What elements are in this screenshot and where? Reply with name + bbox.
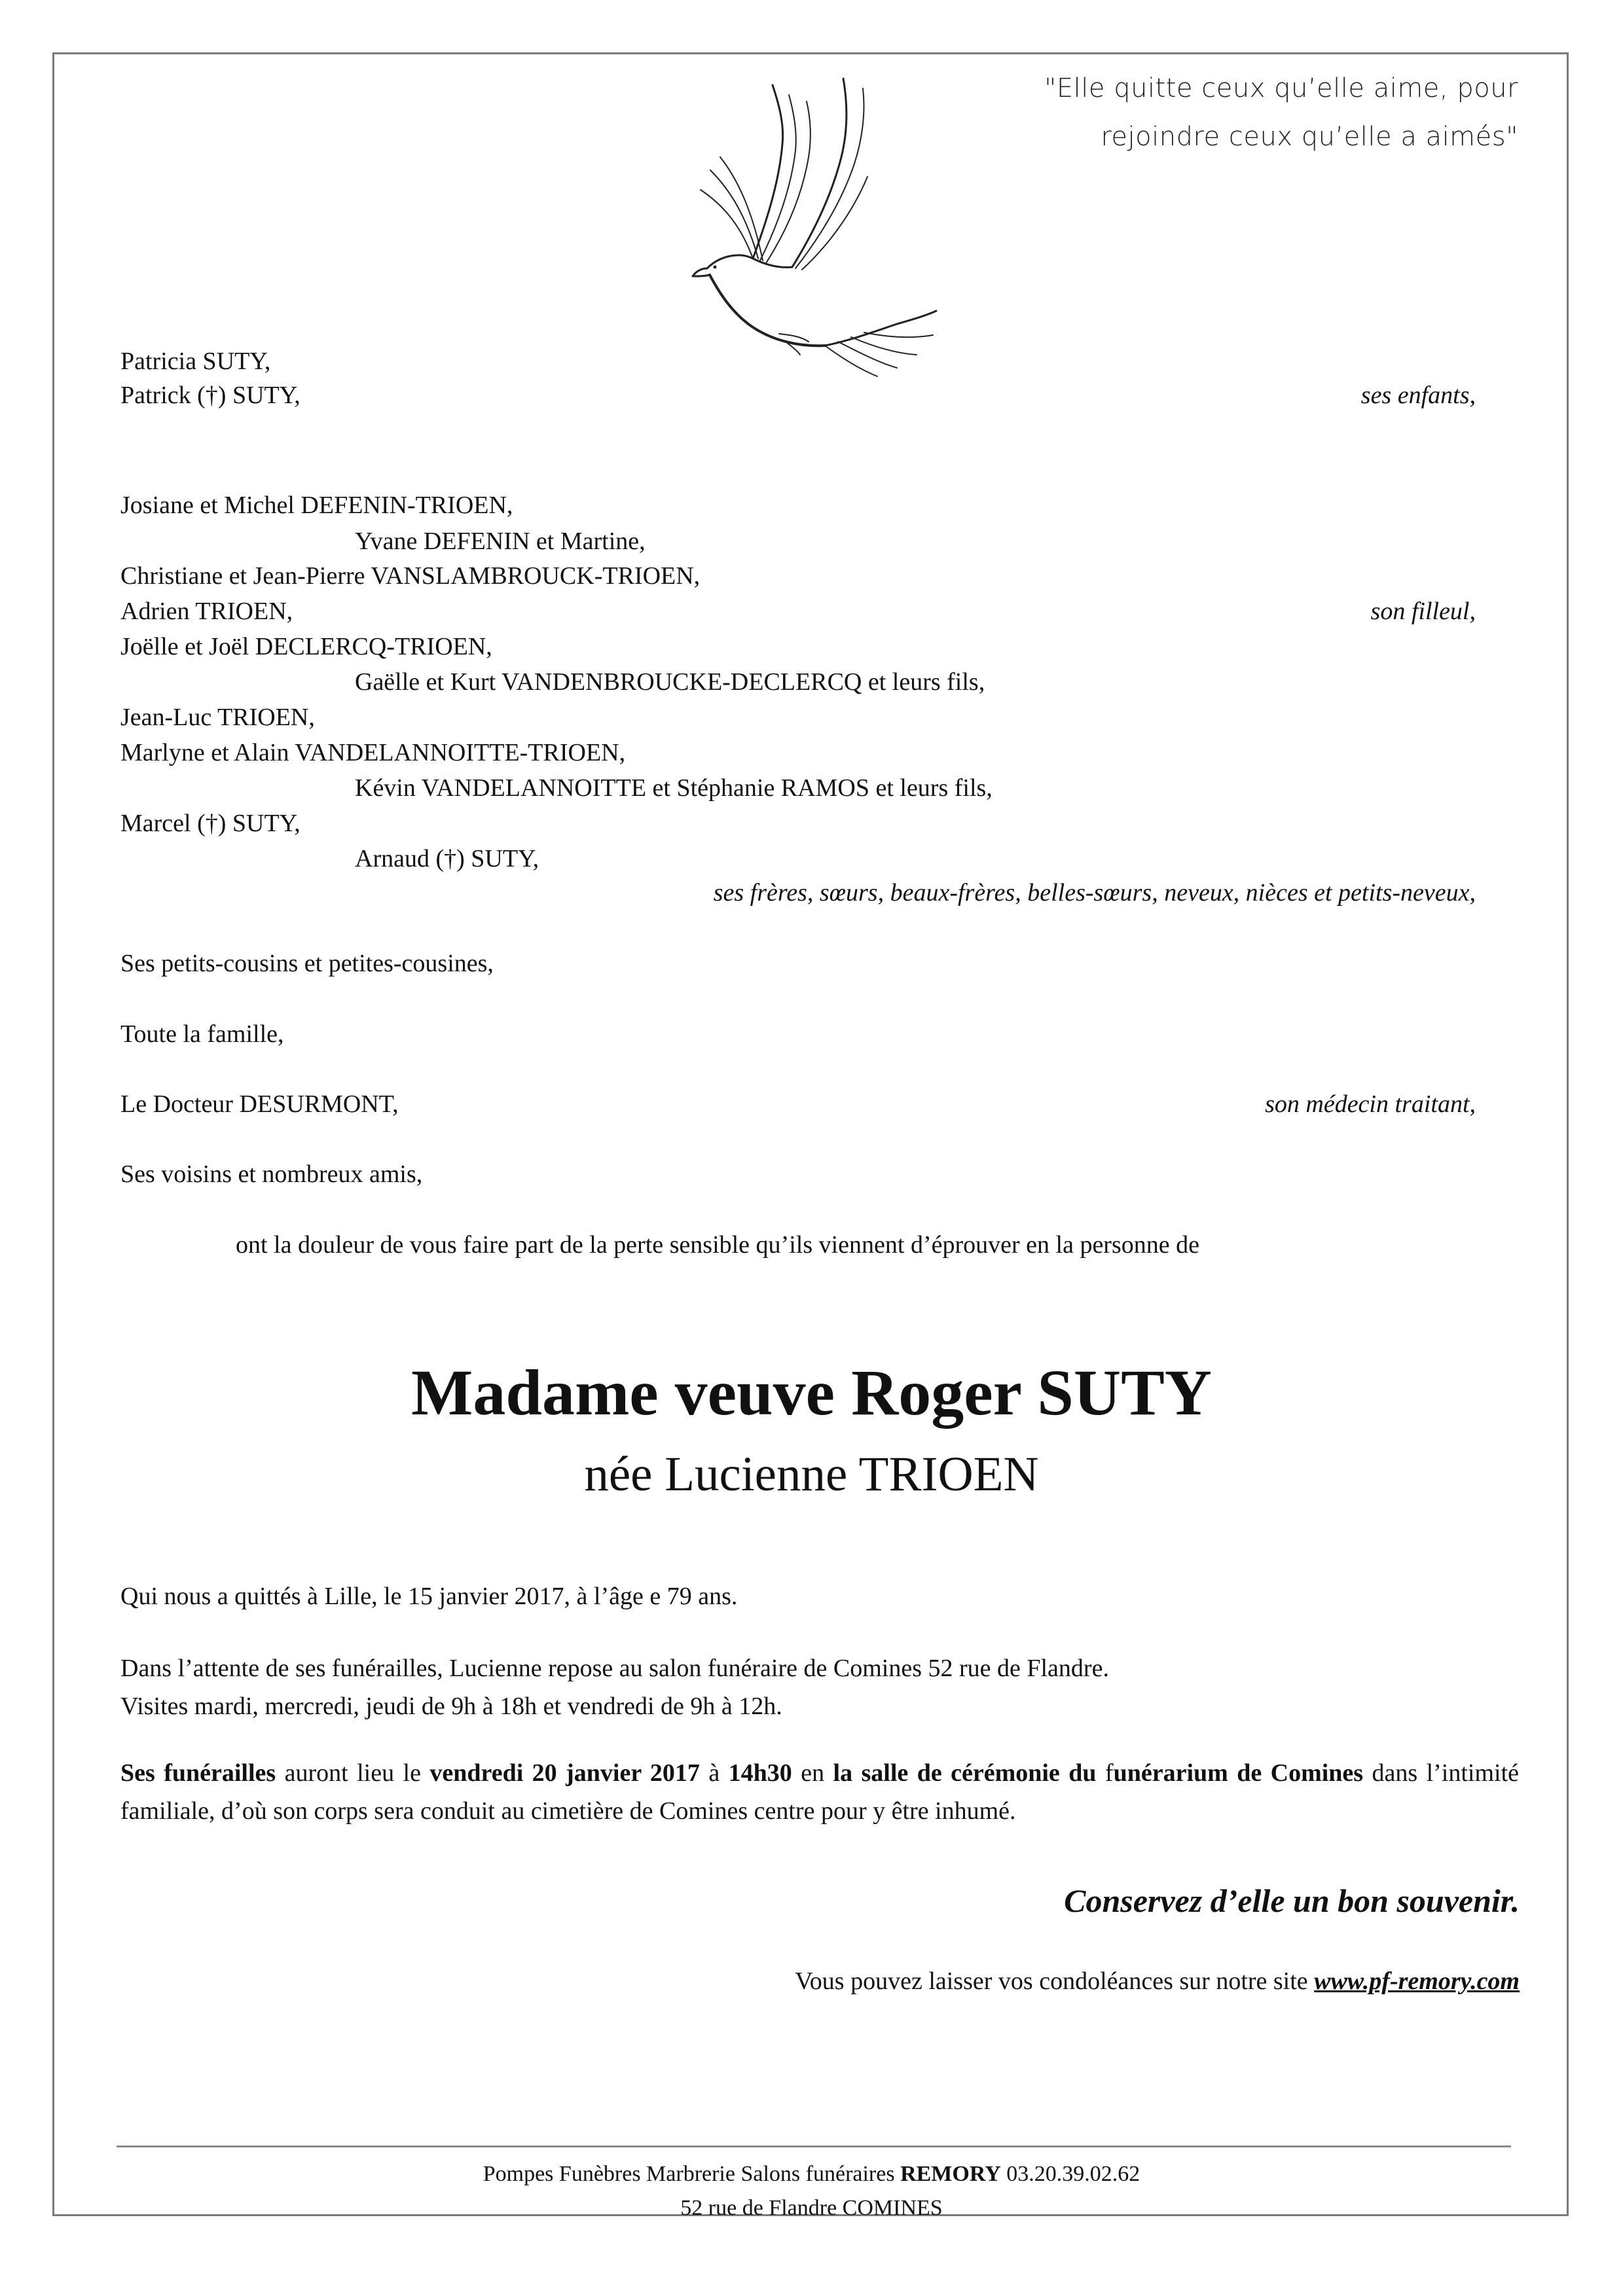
- funeral-text: dans l’intimité familiale, d’où son corps sera conduit au cimetière de Comines centre pour y être inhumé.: [120, 1759, 1520, 1825]
- footer-divider: [117, 2145, 1511, 2147]
- funeral-text: f: [1096, 1759, 1114, 1787]
- footer-company-line: [0, 2157, 1623, 2191]
- family-line: [120, 381, 1476, 410]
- family-line: [120, 632, 1476, 661]
- deceased-name: Madame veuve Roger SUTY: [411, 1356, 1212, 1429]
- family-name: Le Docteur DESURMONT,: [120, 1090, 399, 1118]
- family-line: [120, 738, 1476, 767]
- family-name: Gaëlle et Kurt VANDENBROUCKE-DECLERCQ et leurs fils,: [355, 668, 985, 696]
- funeral-paragraph: [120, 1754, 1519, 1830]
- family-name: Joëlle et Joël DECLERCQ-TRIOEN,: [120, 633, 492, 660]
- quote-line-2: rejoindre ceux qu’elle a aimés": [1101, 122, 1518, 152]
- announcement-text: [236, 1230, 1591, 1259]
- deceased-birth-name: née Lucienne TRIOEN: [584, 1447, 1039, 1501]
- family-name: Josiane et Michel DEFENIN-TRIOEN,: [120, 492, 513, 519]
- funeral-label: Ses funérailles: [120, 1759, 276, 1787]
- footer-company-name: REMORY: [900, 2162, 1001, 2186]
- resting-line-2: Visites mardi, mercredi, jeudi de 9h à 18h et vendredi de 9h à 12h.: [120, 1693, 782, 1720]
- family-name: Toute la famille,: [120, 1020, 284, 1048]
- funeral-venue: la salle de cérémonie du: [833, 1759, 1097, 1787]
- footer: [0, 2157, 1623, 2225]
- condolences-text: Vous pouvez laisser vos condoléances sur notre site: [795, 1967, 1315, 1995]
- family-name: Jean-Luc TRIOEN,: [120, 704, 315, 731]
- family-name: Arnaud (†) SUTY,: [355, 845, 539, 872]
- family-line: [120, 562, 1476, 590]
- family-name: Ses petits-cousins et petites-cousines,: [120, 950, 494, 977]
- family-name: Ses voisins et nombreux amis,: [120, 1160, 423, 1188]
- funeral-text: en: [792, 1759, 833, 1787]
- funeral-date: vendredi 20 janvier 2017: [429, 1759, 700, 1787]
- funeral-text: auront lieu le: [276, 1759, 430, 1787]
- relation-label: ses frères, sœurs, beaux-frères, belles-sœurs, neveux, nièces et petits-neveux,: [713, 879, 1476, 906]
- footer-phone: 03.20.39.02.62: [1000, 2162, 1140, 2186]
- family-line: [120, 347, 1476, 376]
- footer-company-text: Pompes Funèbres Marbrerie Salons funéraires: [483, 2162, 901, 2186]
- family-name: Patrick (†) SUTY,: [120, 382, 301, 409]
- epigraph-quote: [1044, 64, 1518, 161]
- relation-label: ses enfants,: [1360, 382, 1476, 409]
- family-line: [120, 1160, 1476, 1189]
- resting-line-1: Dans l’attente de ses funérailles, Lucienne repose au salon funéraire de Comines 52 rue de Flandre.: [120, 1655, 1109, 1682]
- condolences-line: [795, 1967, 1520, 1996]
- family-name: Kévin VANDELANNOITTE et Stéphanie RAMOS et leurs fils,: [355, 774, 993, 802]
- death-date-paragraph: Qui nous a quittés à Lille, le 15 janvier 2017, à l’âge e 79 ans.: [120, 1583, 738, 1610]
- family-name: Marlyne et Alain VANDELANNOITTE-TRIOEN,: [120, 739, 626, 766]
- family-line: [120, 809, 1476, 838]
- family-line: [120, 703, 1476, 732]
- family-name: Adrien TRIOEN,: [120, 598, 293, 625]
- relation-label: son médecin traitant,: [1265, 1090, 1476, 1118]
- funeral-text: à: [699, 1759, 729, 1787]
- website-link[interactable]: www.pf-remory.com: [1314, 1967, 1520, 1995]
- family-name: Patricia SUTY,: [120, 348, 271, 375]
- relation-label: son filleul,: [1370, 598, 1476, 625]
- quote-line-1: "Elle quitte ceux qu’elle aime, pour: [1044, 73, 1518, 103]
- family-name: Yvane DEFENIN et Martine,: [355, 528, 646, 555]
- family-name: Marcel (†) SUTY,: [120, 810, 301, 837]
- family-line: [120, 491, 1476, 520]
- announcement-sentence: ont la douleur de vous faire part de la perte sensible qu’ils viennent d’éprouver en la personne de: [236, 1231, 1199, 1259]
- family-line: [120, 1090, 1476, 1119]
- resting-place-paragraph: [120, 1649, 1519, 1725]
- funeral-venue-cont: unérarium de Comines: [1113, 1759, 1364, 1787]
- closing-phrase: Conservez d’elle un bon souvenir.: [1064, 1882, 1520, 1919]
- funeral-time: 14h30: [728, 1759, 792, 1787]
- family-line: [120, 597, 1476, 626]
- footer-address: 52 rue de Flandre COMINES: [680, 2196, 943, 2220]
- family-name: Christiane et Jean-Pierre VANSLAMBROUCK-TRIOEN,: [120, 562, 701, 590]
- family-line: [120, 949, 1476, 978]
- family-line: [120, 1020, 1476, 1049]
